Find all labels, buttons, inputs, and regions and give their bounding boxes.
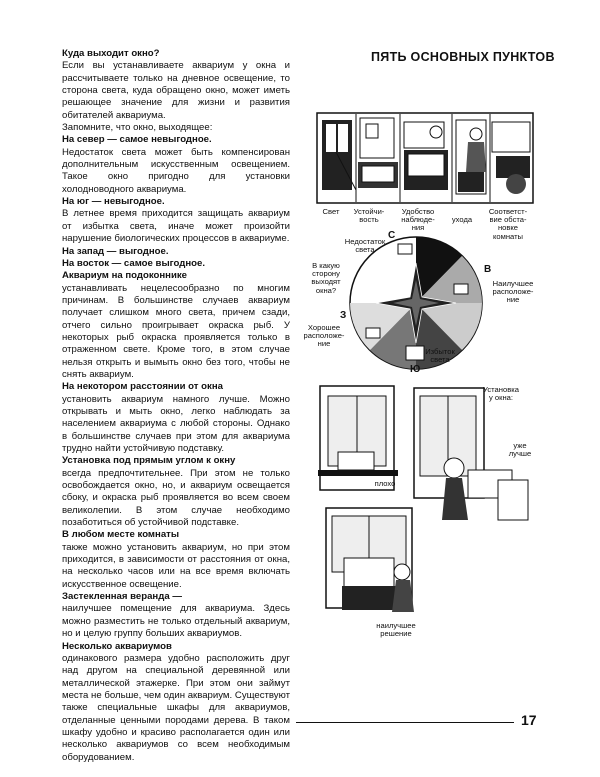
label-window-setup: Установка у окна:	[483, 385, 519, 403]
heading-several: Несколько аквариумов	[62, 640, 172, 652]
panel-stability	[358, 118, 398, 188]
label-observation: Удобство наблюде- ния	[401, 207, 435, 233]
paragraph-south: В летнее время приходится защищать аквариум от избытка света, иначе может произойти нарушение биологических процессов в аквариуме.	[62, 208, 290, 245]
paragraph-distance: установить аквариум намного лучше. Можно открывать и мыть окно, легко наблюдать за населением аквариума с любой стороны. Однако в большинстве случаев при этом для аквариума трудно найти устойчивую подставку.	[62, 393, 290, 454]
scene-best	[326, 508, 414, 612]
heading-window-side: Куда выходит окно?	[62, 48, 160, 59]
heading-north: На север — самое невыгодное.	[62, 134, 212, 146]
paragraph-veranda: наилучшее помещение для аквариума. Здесь можно разместить не только отдельный аквариум, но и целую группу больших аквариумов.	[62, 603, 290, 640]
footer-rule	[296, 722, 514, 723]
compass-letter-east: В	[484, 264, 492, 275]
compass-letter-west: З	[340, 310, 347, 321]
heading-distance: На некотором расстоянии от окна	[62, 381, 223, 393]
heading-south: На юг — невыгодное.	[62, 196, 165, 208]
panel-care	[456, 120, 486, 194]
label-good-position: Хорошее расположе- ние	[303, 323, 345, 349]
paragraph-windowsill: устанавливать нецелесообразно по многим причинам. В большинстве случаев аквариум получает слишком много света, причем сзади, отчего сильно проигрывает окраска рыб. У некоторых рыб окраска проявляется только в отраженном свете. Кроме того, в этом случае нельзя открыть и вымыть окно без того, чтобы не снять аквариум.	[62, 282, 290, 380]
label-which-side: В какую сторону выходят окна?	[311, 261, 341, 295]
compass-letter-north: С	[388, 230, 396, 241]
label-room: Соответст- вие обста- новке комнаты	[488, 207, 528, 241]
heading-windowsill: Аквариум на подоконнике	[62, 270, 187, 282]
label-light: Свет	[322, 207, 340, 216]
heading-west: На запад — выгодное.	[62, 245, 169, 257]
page-number: 17	[521, 712, 537, 728]
paragraph-north: Недостаток света может быть компенсирован дополнительным искусственным освещением. Такое окно пригодно для установки холодноводного аквариума.	[62, 146, 290, 195]
paragraph-right-angle: всегда предпочтительнее. При этом не только освобождается окно, но, и аквариум освещается сбоку, и окраска рыб проявляется во всем своем великолепии. В этом случае необходимо позаботиться об устойчивой подставке.	[62, 467, 290, 529]
text-column	[62, 48, 290, 764]
label-best-position: Наилучшее расположе- ние	[492, 279, 534, 305]
compass-letter-south: Ю	[410, 364, 421, 375]
label-better: уже лучше	[508, 441, 532, 459]
panel-light	[322, 120, 356, 190]
label-stability: Устойчи- вость	[353, 207, 385, 225]
paragraph-intro: Если вы устанавливаете аквариум у окна и рассчитываете только на дневное освещение, то сторона света, куда обращено окно, может иметь решающее значение для жизни и развития обитателей аквариума.	[62, 60, 290, 121]
heading-east: На восток — самое выгодное.	[62, 257, 205, 269]
five-points-illustration	[316, 112, 534, 204]
label-excess-light: Избыток света	[425, 347, 455, 365]
heading-veranda: Застекленная веранда —	[62, 591, 182, 603]
heading-any-place: В любом месте комнаты	[62, 529, 180, 541]
label-lack-of-light: Недостаток света	[344, 237, 386, 255]
label-best-solution: наилучшее решение	[376, 621, 416, 639]
page-title: ПЯТЬ ОСНОВНЫХ ПУНКТОВ	[371, 50, 555, 64]
heading-right-angle: Установка под прямым углом к окну	[62, 455, 236, 467]
label-care: ухода	[451, 215, 473, 224]
label-bad: плохо	[374, 479, 396, 488]
paragraph-any-place: также можно установить аквариум, но при этом приходится, в зависимости от расстояния от окна, на несколько часов или на все время включать искусственное освещение.	[62, 541, 290, 590]
paragraph-several: одинакового размера удобно расположить друг над другом на специальной деревянной или металлической этажерке. При этом они займут места не больше, чем один аквариум. Существуют также специальные шкафы для аквариумов, отделанные ценными породами дерева. В таком шкафу удобно и красиво располагается один или несколько аквариумов со всем необходимым оборудованием.	[62, 652, 290, 763]
window-setup-illustration	[318, 380, 540, 638]
panel-observation	[404, 122, 448, 190]
paragraph-remember: Запомните, что окно, выходящее:	[62, 122, 213, 134]
scene-bad	[318, 386, 398, 490]
